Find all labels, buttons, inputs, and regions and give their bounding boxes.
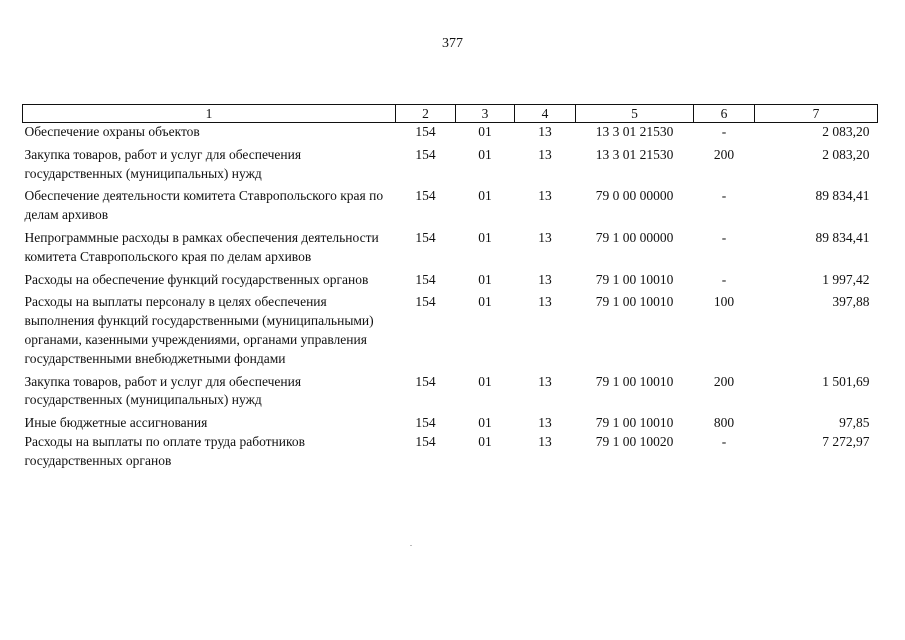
column-header: 1 bbox=[23, 105, 396, 123]
table-row bbox=[23, 123, 878, 146]
subsection-code: 13 bbox=[538, 433, 552, 449]
subsection-code: 13 bbox=[538, 373, 552, 389]
expense-name: Обеспечение охраны объектов bbox=[24, 124, 200, 139]
subsection-code: 13 bbox=[538, 124, 552, 139]
table-row bbox=[23, 433, 878, 471]
ministry-code: 154 bbox=[415, 124, 436, 139]
ministry-code: 154 bbox=[415, 271, 436, 287]
column-header: 7 bbox=[755, 105, 878, 123]
target-article-code: 79 1 00 00000 bbox=[595, 229, 674, 245]
subsection-code: 13 bbox=[538, 294, 552, 310]
amount: 7 272,97 bbox=[822, 433, 870, 449]
section-code: 01 bbox=[478, 146, 492, 162]
column-header: 5 bbox=[576, 105, 694, 123]
expense-name: Закупка товаров, работ и услуг для обеспечения государственных (муниципальных) нужд bbox=[24, 373, 302, 408]
target-article-code: 13 3 01 21530 bbox=[595, 146, 674, 162]
table-row bbox=[23, 293, 878, 372]
target-article-code: 79 0 00 00000 bbox=[595, 188, 674, 204]
expense-name: Непрограммные расходы в рамках обеспечения деятельности комитета Ставропольского края по делам архивов bbox=[24, 229, 379, 264]
amount: 89 834,41 bbox=[815, 229, 870, 245]
expense-name: Иные бюджетные ассигнования bbox=[24, 415, 208, 431]
subsection-code: 13 bbox=[538, 188, 552, 204]
section-code: 01 bbox=[478, 124, 492, 139]
amount: 89 834,41 bbox=[815, 188, 870, 204]
ministry-code: 154 bbox=[415, 415, 436, 431]
section-code: 01 bbox=[478, 294, 492, 310]
ministry-code: 154 bbox=[415, 433, 436, 449]
target-article-code: 79 1 00 10020 bbox=[595, 433, 674, 449]
expense-name: Расходы на обеспечение функций государственных органов bbox=[24, 271, 369, 287]
column-header: 3 bbox=[456, 105, 515, 123]
expense-type-code: 200 bbox=[713, 146, 735, 162]
subsection-code: 13 bbox=[538, 415, 552, 431]
subsection-code: 13 bbox=[538, 229, 552, 245]
section-code: 01 bbox=[478, 373, 492, 389]
target-article-code: 79 1 00 10010 bbox=[595, 373, 674, 389]
table-row bbox=[23, 146, 878, 188]
amount: 2 083,20 bbox=[822, 146, 870, 162]
expense-type-code: 800 bbox=[713, 415, 735, 431]
section-code: 01 bbox=[478, 271, 492, 287]
expense-name: Расходы на выплаты по оплате труда работников государственных органов bbox=[24, 433, 305, 468]
amount: 1 501,69 bbox=[822, 373, 870, 389]
table-row bbox=[23, 373, 878, 415]
column-header: 6 bbox=[694, 105, 755, 123]
budget-table bbox=[22, 104, 878, 471]
expense-type-code: - bbox=[721, 124, 727, 139]
target-article-code: 13 3 01 21530 bbox=[595, 124, 674, 139]
column-header: 2 bbox=[396, 105, 456, 123]
page-number: 377 bbox=[442, 36, 463, 51]
table-row bbox=[23, 414, 878, 433]
table-row bbox=[23, 271, 878, 294]
amount: 97,85 bbox=[839, 415, 870, 431]
table-row bbox=[23, 187, 878, 229]
ministry-code: 154 bbox=[415, 373, 436, 389]
scan-speck bbox=[410, 545, 412, 546]
section-code: 01 bbox=[478, 415, 492, 431]
section-code: 01 bbox=[478, 188, 492, 204]
section-code: 01 bbox=[478, 433, 492, 449]
expense-name: Расходы на выплаты персоналу в целях обеспечения выполнения функций государственными (муниципальными) органами, казенными учреждениями, органами управления государственными внебюджетными фондами bbox=[24, 294, 374, 366]
ministry-code: 154 bbox=[415, 188, 436, 204]
subsection-code: 13 bbox=[538, 271, 552, 287]
expense-type-code: - bbox=[721, 433, 727, 449]
target-article-code: 79 1 00 10010 bbox=[595, 271, 674, 287]
amount: 1 997,42 bbox=[822, 271, 870, 287]
amount: 397,88 bbox=[832, 294, 870, 310]
ministry-code: 154 bbox=[415, 146, 436, 162]
target-article-code: 79 1 00 10010 bbox=[595, 294, 674, 310]
header-row bbox=[23, 105, 878, 123]
expense-type-code: 200 bbox=[713, 373, 735, 389]
table-row bbox=[23, 229, 878, 271]
expense-type-code: - bbox=[721, 229, 727, 245]
subsection-code: 13 bbox=[538, 146, 552, 162]
ministry-code: 154 bbox=[415, 294, 436, 310]
expense-type-code: - bbox=[721, 188, 727, 204]
section-code: 01 bbox=[478, 229, 492, 245]
column-header: 4 bbox=[515, 105, 576, 123]
expense-type-code: - bbox=[721, 271, 727, 287]
expense-name: Закупка товаров, работ и услуг для обеспечения государственных (муниципальных) нужд bbox=[24, 146, 302, 181]
ministry-code: 154 bbox=[415, 229, 436, 245]
expense-type-code: 100 bbox=[713, 294, 735, 310]
target-article-code: 79 1 00 10010 bbox=[595, 415, 674, 431]
expense-name: Обеспечение деятельности комитета Ставропольского края по делам архивов bbox=[24, 188, 384, 223]
amount: 2 083,20 bbox=[822, 124, 870, 139]
